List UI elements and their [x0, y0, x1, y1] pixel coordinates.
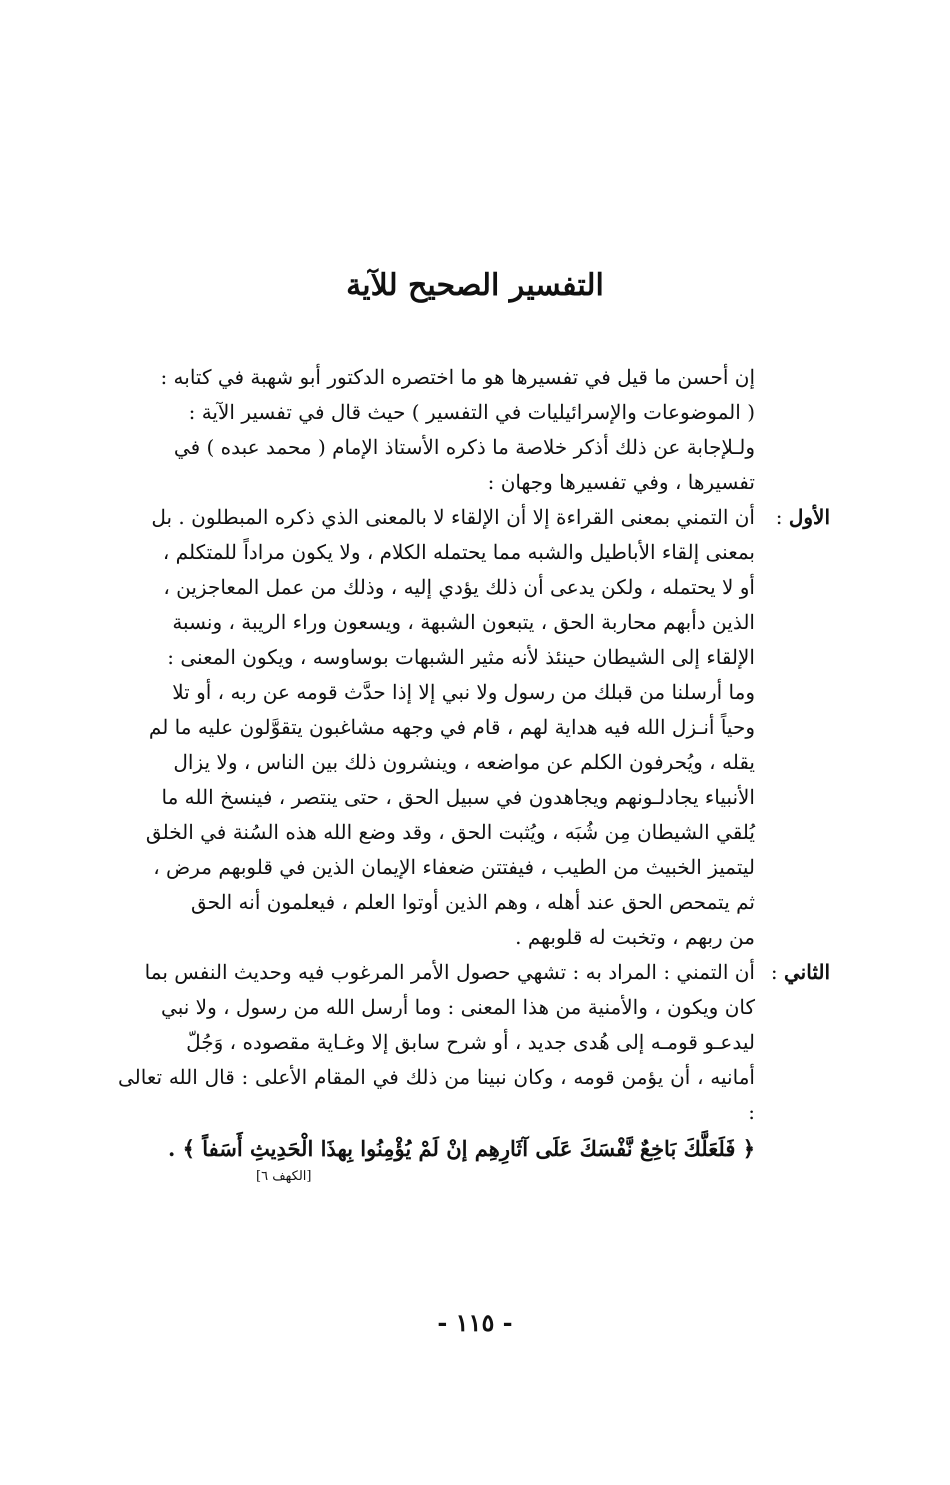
quran-verse: ﴿ فَلَعَلَّكَ بَاخِعٌ نَّفْسَكَ عَلَى آثَارِهِم إنْ لَمْ يُؤْمِنُوا بِهذَا الْحَدِيثِ أَسَفاً ﴾ .: [168, 1136, 755, 1161]
second-label-colon: :: [770, 960, 784, 984]
second-interpretation: [118, 955, 830, 1130]
page-title: التفسير الصحيح للآية: [346, 268, 604, 303]
first-line: يُلقي الشيطان مِن شُبَه ، ويُثبت الحق ، وقد وضع الله هذه السُنة في الخلق: [145, 820, 755, 844]
first-line: ليتميز الخبيث من الطيب ، فيفتتن ضعفاء الإيمان الذين في قلوبهم مرض ،: [153, 855, 755, 879]
first-line: وما أرسلنا من قبلك من رسول ولا نبي إلا إذا حدَّث قومه عن ربه ، أو تلا: [172, 680, 755, 704]
page-number: - ١١٥ -: [437, 1308, 513, 1337]
first-line: الإلقاء إلى الشيطان حينئذ لأنه مثير الشبهات بوساوسه ، ويكون المعنى :: [167, 645, 755, 669]
second-line: أن التمني : المراد به : تشهي حصول الأمر المرغوب فيه وحديث النفس بما: [144, 960, 755, 984]
second-line: كان ويكون ، والأمنية من هذا المعنى : وما أرسل الله من رسول ، ولا نبي: [161, 995, 755, 1019]
second-label: [771, 955, 830, 990]
first-line: الأنبياء يجادلـونهم ويجاهدون في سبيل الحق ، حتى ينتصر ، فينسخ الله ما: [161, 785, 755, 809]
first-line: بمعنى إلقاء الأباطيل والشبه مما يحتمله الكلام ، ولا يكون مراداً للمتكلم ،: [162, 540, 755, 564]
first-line: أو لا يحتمله ، ولكن يدعى أن ذلك يؤدي إليه ، وذلك من عمل المعاجزين ،: [163, 575, 755, 599]
first-line: وحياً أنـزل الله فيه هداية لهم ، قام في وجهه مشاغبون يتقوَّلون عليه ما لم: [148, 715, 755, 739]
intro-line: تفسيرها ، وفي تفسيرها وجهان :: [487, 470, 755, 494]
first-label-text: الأول: [788, 505, 830, 529]
first-line: أن التمني بمعنى القراءة إلا أن الإلقاء لا بالمعنى الذي ذكره المبطلون . بل: [151, 505, 755, 529]
first-label: [776, 500, 830, 535]
intro-line: ( الموضوعات والإسرائيليات في التفسير ) حيث قال في تفسير الآية :: [188, 400, 755, 424]
first-line: من ربهم ، وتخبت له قلوبهم .: [515, 925, 755, 949]
second-label-text: الثاني: [783, 960, 830, 984]
first-line: الذين دأبهم محاربة الحق ، يتبعون الشبهة ، ويسعون وراء الريبة ، ونسبة: [172, 610, 755, 634]
first-interpretation: [118, 500, 830, 955]
second-line: ليدعـو قومـه إلى هُدى جديد ، أو شرح سابق إلا وغـاية مقصوده ، وَجُلّ: [186, 1030, 755, 1054]
first-line: يقله ، ويُحرفون الكلم عن مواضعه ، وينشرون ذلك بين الناس ، ولا يزال: [173, 750, 755, 774]
body-text: [118, 360, 830, 1186]
verse-reference: [الكهف ٦]: [256, 1169, 312, 1184]
second-line: أمانيه ، أن يؤمن قومه ، وكان نبينا من ذلك في المقام الأعلى : قال الله تعالى :: [118, 1065, 755, 1124]
intro-line: إن أحسن ما قيل في تفسيرها هو ما اختصره الدكتور أبو شهبة في كتابه :: [160, 365, 755, 389]
intro-line: ولـلإجابة عن ذلك أذكر خلاصة ما ذكره الأستاذ الإمام ( محمد عبده ) في: [173, 435, 755, 459]
first-line: ثم يتمحص الحق عند أهله ، وهم الذين أوتوا العلم ، فيعلمون أنه الحق: [190, 890, 755, 914]
first-label-colon: :: [775, 505, 789, 529]
